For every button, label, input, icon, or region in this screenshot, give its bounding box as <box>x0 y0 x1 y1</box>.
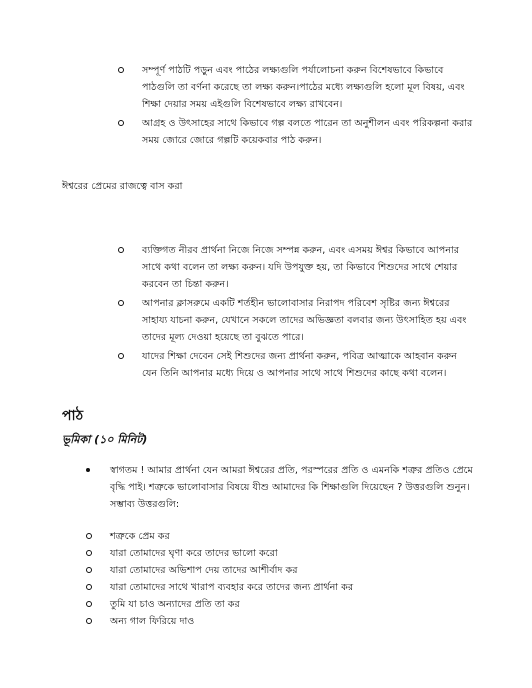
list-item: স্বাগতম ! আমার প্রার্থনা যেন আমরা ঈশ্বরের প্রতি, পরস্পরের প্রতি ও এমনকি শত্রুর প্রতিও প্রেমে বৃদ্ধি পাই। শত্রুকে ভালোবাসার বিষয়ে যীশু আমাদের কি শিক্ষাগুলি দিয়েছেন ? উত্তরগুলি শুনুন। সম্ভাব্য উত্তরগুলি: <box>110 462 476 513</box>
hollow-bullet-icon <box>118 67 124 73</box>
answer-item: যারা তোমাদের অভিশাপ দেয় তাদের আশীর্বাদ কর <box>110 562 470 579</box>
prayer-list <box>142 242 474 382</box>
list-item: আগ্রহ ও উৎসাহের সাথে কিভাবে গল্প বলতে পারেন তা অনুশীলন এবং পরিকল্পনা করার সময় জোরে জোরে গল্পটি কয়েকবার পাঠ করুন। <box>142 115 474 149</box>
prep-list <box>142 62 474 149</box>
hollow-bullet-icon <box>86 567 92 573</box>
answer-item: যারা তোমাদের ঘৃণা করে তাদের ভালো করো <box>110 545 470 562</box>
possible-answers-list <box>110 528 470 630</box>
hollow-bullet-icon <box>118 120 124 126</box>
hollow-bullet-icon <box>86 618 92 624</box>
answer-item: শত্রুকে প্রেম কর <box>110 528 470 545</box>
hollow-bullet-icon <box>118 353 124 359</box>
section-title: ঈশ্বরের প্রেমের রাজত্বে বাস করা <box>62 181 183 192</box>
solid-bullet-icon <box>86 468 90 472</box>
answer-item: যারা তোমাদের সাথে খারাপ ব্যবহার করে তাদের জন্য প্রার্থনা কর <box>110 579 470 596</box>
hollow-bullet-icon <box>86 601 92 607</box>
list-item: যাদের শিক্ষা দেবেন সেই শিশুদের জন্য প্রার্থনা করুন, পবিত্র আত্মাকে আহবান করুন যেন তিনি আপনার মধ্যে দিয়ে ও আপনার সাথে সাথে শিশুদের কাছে কথা বলেন। <box>142 348 474 382</box>
list-item: সম্পূর্ণ পাঠটি পড়ুন এবং পাঠের লক্ষ্যগুলি পর্যালোচনা করুন বিশেষভাবে কিভাবে পাঠগুলি তা বর্ণনা করেছে তা লক্ষ্য করুন।পাঠের মধ্যে লক্ষ্যগুলি হলো মূল বিষয়, এবং শিক্ষা দেয়ার সময় এইগুলি বিশেষভাবে লক্ষ্য রাখবেন। <box>142 62 474 113</box>
hollow-bullet-icon <box>86 584 92 590</box>
hollow-bullet-icon <box>118 247 124 253</box>
hollow-bullet-icon <box>86 533 92 539</box>
hollow-bullet-icon <box>86 550 92 556</box>
list-item: আপনার ক্লাসরুমে একটি শর্তহীন ভালোবাসার নিরাপদ পরিবেশ সৃষ্টির জন্য ঈশ্বরের সাহায্য যাচনা করুন, যেখানে সকলে তাদের অভিজ্ঞতা বলবার জন্য উৎসাহিত হয় এবং তাদের মূল্য দেওয়া হয়েছে তা বুঝতে পারে। <box>142 295 474 346</box>
answer-item: তুমি যা চাও অন্যাদের প্রতি তা কর <box>110 596 470 613</box>
answer-item: অন্য গাল ফিরিয়ে দাও <box>110 613 470 630</box>
welcome-list <box>110 462 476 513</box>
intro-heading: ভূমিকা (১০ মিনিট) <box>62 433 148 446</box>
hollow-bullet-icon <box>118 300 124 306</box>
list-item: ব্যক্তিগত নীরব প্রার্থনা নিজে নিজে সম্পন্ন করুন, এবং এসময় ঈশ্বর কিভাবে আপনার সাথে কথা বলেন তা লক্ষ্য করুন। যদি উপযুক্ত হয়, তা কিভাবে শিশুদের সাথে শেয়ার করবেন তা চিন্তা করুন। <box>142 242 474 293</box>
lesson-heading: পাঠ <box>62 408 84 424</box>
